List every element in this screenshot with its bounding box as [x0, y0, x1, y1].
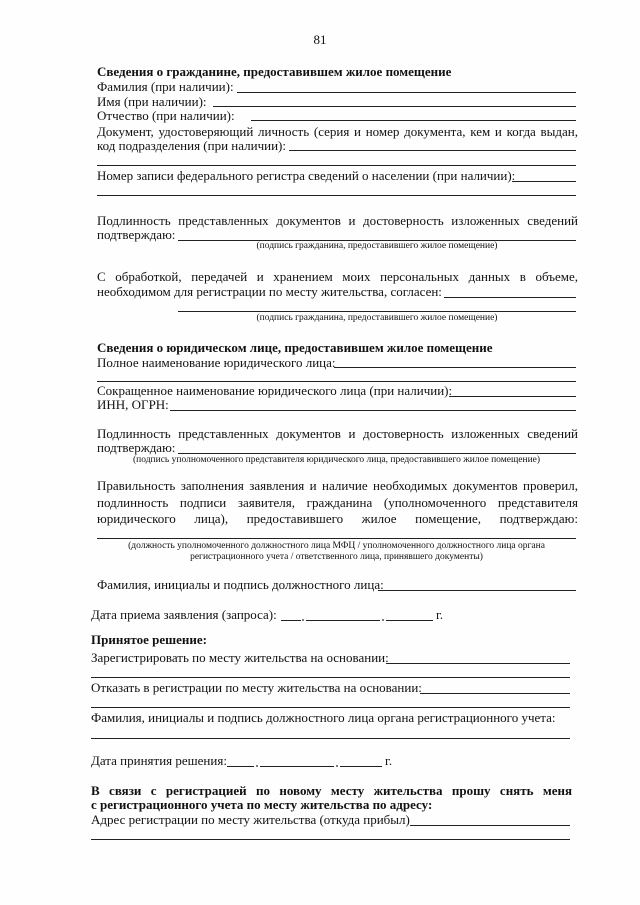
date-separator — [336, 765, 338, 767]
refuse-basis-field-extra[interactable] — [91, 707, 570, 708]
legal-heading: Сведения о юридическом лице, предоставившем жилое помещение — [97, 340, 493, 355]
decision-heading: Принятое решение: — [91, 632, 207, 647]
deregistration-line1: В связи с регистрацией по новому месту жительства прошу снять меня — [91, 783, 572, 798]
address-field-extra[interactable] — [91, 839, 570, 840]
consent-signature-field[interactable] — [444, 297, 576, 298]
patronymic-field[interactable] — [251, 120, 576, 121]
legal-short-name-field[interactable] — [449, 396, 576, 397]
decision-date-day-field[interactable] — [227, 766, 254, 767]
application-date-label: Дата приема заявления (запроса): — [91, 607, 277, 622]
citizen-auth-line2: подтверждаю: — [97, 227, 176, 242]
decision-date-label: Дата принятия решения: — [91, 753, 227, 768]
document-field-extra[interactable] — [97, 165, 576, 166]
legal-full-name-field[interactable] — [334, 367, 576, 368]
address-field[interactable] — [410, 825, 570, 826]
refuse-label: Отказать в регистрации по месту жительства на основании: — [91, 680, 422, 695]
date-separator — [382, 619, 384, 621]
surname-label: Фамилия (при наличии): — [97, 79, 234, 94]
legal-auth-signature-field[interactable] — [178, 453, 576, 454]
registry-field-extra[interactable] — [97, 195, 576, 196]
page-number: 81 — [313, 32, 327, 47]
decision-date-year-suffix: г. — [385, 753, 393, 768]
legal-full-name-label: Полное наименование юридического лица: — [97, 355, 336, 370]
legal-full-name-field-extra[interactable] — [97, 381, 576, 382]
inn-field[interactable] — [170, 410, 576, 411]
application-date-day-field[interactable] — [281, 620, 301, 621]
surname-field[interactable] — [237, 92, 576, 93]
legal-auth-line1: Подлинность представленных документов и достоверность изложенных сведений — [97, 426, 578, 441]
verification-line1: Правильность заполнения заявления и наличие необходимых документов проверил, — [97, 478, 578, 493]
address-label: Адрес регистрации по месту жительства (откуда прибыл) — [91, 812, 410, 827]
register-basis-field[interactable] — [386, 663, 570, 664]
refuse-basis-field[interactable] — [420, 693, 570, 694]
application-date-year-suffix: г. — [436, 607, 444, 622]
register-label: Зарегистрировать по месту жительства на основании: — [91, 650, 389, 665]
legal-short-name-label: Сокращенное наименование юридического лица (при наличии): — [97, 383, 453, 398]
date-separator — [302, 619, 304, 621]
verification-line2: подлинность подписи заявителя, гражданина (уполномоченного представителя — [97, 495, 578, 510]
register-basis-field-extra[interactable] — [91, 677, 570, 678]
application-date-year-field[interactable] — [386, 620, 433, 621]
citizen-heading: Сведения о гражданине, предоставившем жилое помещение — [97, 64, 452, 79]
decision-official-label: Фамилия, инициалы и подпись должностного лица органа регистрационного учета: — [91, 710, 556, 725]
name-field[interactable] — [213, 106, 576, 107]
decision-date-month-field[interactable] — [260, 766, 334, 767]
legal-auth-caption: (подпись уполномоченного представителя юридического лица, предоставившего жилое помещение) — [132, 455, 541, 465]
verification-line3: юридического лица), предоставившего жилое помещение, подтверждаю: — [97, 511, 578, 526]
registry-label: Номер записи федерального регистра сведений о населении (при наличии): — [97, 168, 516, 183]
citizen-auth-line1: Подлинность представленных документов и достоверность изложенных сведений — [97, 213, 578, 228]
consent-line2: необходимом для регистрации по месту жительства, согласен: — [97, 284, 442, 299]
decision-date-year-field[interactable] — [340, 766, 382, 767]
official-position-field[interactable] — [97, 538, 576, 539]
document-label-line1: Документ, удостоверяющий личность (серия и номер документа, кем и когда выдан, — [97, 124, 578, 139]
date-separator — [256, 765, 258, 767]
document-label-line2: код подразделения (при наличии): — [97, 138, 286, 153]
inn-label: ИНН, ОГРН: — [97, 397, 169, 412]
document-field[interactable] — [289, 150, 576, 151]
verification-caption1: (должность уполномоченного должностного лица МФЦ / уполномоченного должностного лица органа — [128, 541, 545, 551]
consent-signature-field-extra[interactable] — [178, 311, 576, 312]
official-sign-field[interactable] — [378, 590, 576, 591]
application-date-month-field[interactable] — [306, 620, 380, 621]
legal-auth-line2: подтверждаю: — [97, 440, 176, 455]
decision-official-field[interactable] — [91, 738, 570, 739]
consent-line1: С обработкой, передачей и хранением моих персональных данных в объеме, — [97, 269, 578, 284]
official-sign-label: Фамилия, инициалы и подпись должностного лица: — [97, 577, 384, 592]
deregistration-line2: с регистрационного учета по месту жительства по адресу: — [91, 797, 433, 812]
name-label: Имя (при наличии): — [97, 94, 207, 109]
verification-caption2: регистрационного учета / ответственного лица, принявшего документы) — [190, 552, 483, 562]
consent-caption: (подпись гражданина, предоставившего жилое помещение) — [256, 313, 498, 323]
citizen-auth-caption: (подпись гражданина, предоставившего жилое помещение) — [256, 241, 498, 251]
registry-field[interactable] — [512, 181, 576, 182]
patronymic-label: Отчество (при наличии): — [97, 108, 235, 123]
